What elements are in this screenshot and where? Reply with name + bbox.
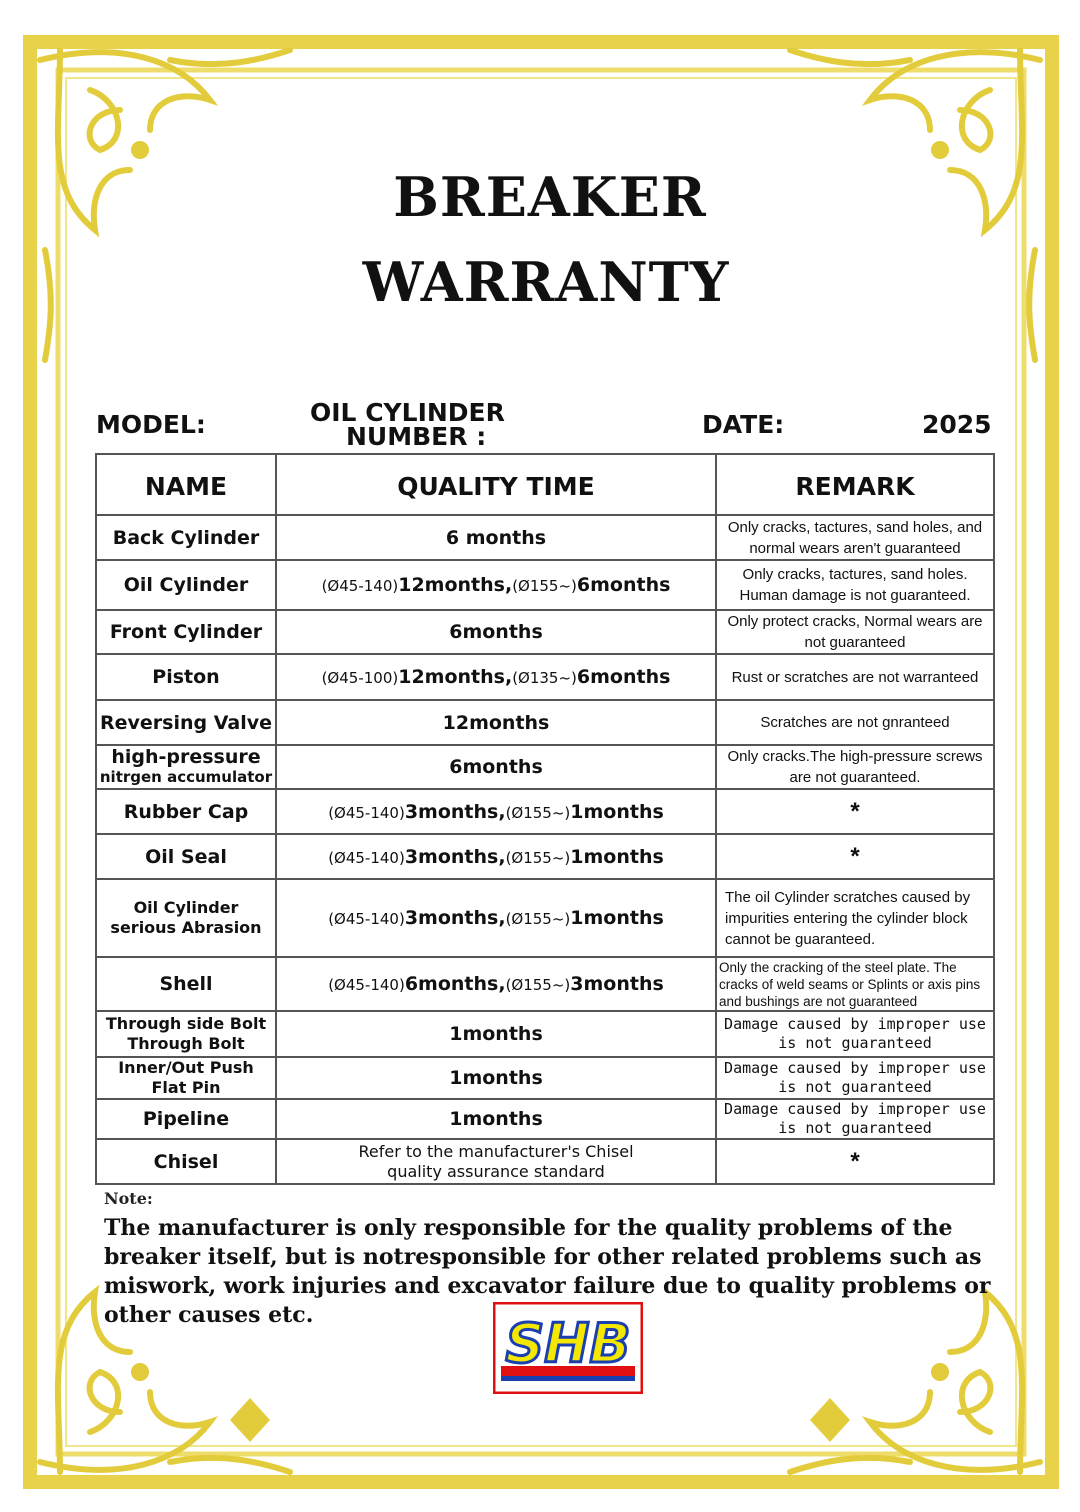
size-range-1: (Ø45-140) — [328, 976, 405, 994]
row-name-line-1: Through side Bolt — [105, 1014, 267, 1033]
row-remark: * — [716, 834, 994, 879]
row-name-line-1: Inner/Out Push — [118, 1058, 254, 1077]
row-name — [96, 1057, 276, 1099]
size-range-2: (Ø155~) — [505, 848, 571, 867]
size-range-2: (Ø155~) — [512, 577, 577, 595]
warranty-table — [95, 453, 995, 1185]
header-name: NAME — [96, 454, 276, 515]
row-quality: 1months — [276, 1011, 716, 1057]
row-remark: * — [716, 1139, 994, 1184]
row-quality: 6months — [276, 745, 716, 789]
period-1: 12months, — [398, 574, 513, 596]
row-remark: Only the cracking of the steel plate. The cracks of weld seams or Splints or axis pins and bushings are not guaranteed — [716, 957, 994, 1011]
oil-cylinder-number-label-2: NUMBER : — [346, 422, 487, 451]
period-2: 1months — [570, 907, 664, 929]
table-row — [96, 745, 994, 789]
note-text: The manufacturer is only responsible for the quality problems of the breaker itself, but is notresponsible for other related problems such as miswork, work injuries and excavator failure due to quality problems or other causes etc. — [104, 1215, 991, 1328]
row-remark: Damage caused by improper use is not guaranteed — [716, 1099, 994, 1139]
period-1: 12months, — [398, 666, 513, 688]
row-name-line-1: high-pressure — [111, 746, 261, 768]
row-quality: 12months — [276, 700, 716, 745]
size-range-1: (Ø45-140) — [328, 910, 405, 928]
row-remark: Damage caused by improper use is not guaranteed — [716, 1011, 994, 1057]
size-range-1: (Ø45-140) — [328, 803, 405, 822]
row-name-line-2: nitrgen accumulator — [99, 768, 273, 786]
row-name: Oil Cylinder — [96, 560, 276, 610]
row-quality — [276, 879, 716, 957]
row-name-line-2: serious Abrasion — [110, 918, 262, 937]
table-row — [96, 1139, 994, 1184]
table-row — [96, 1099, 994, 1139]
table-row — [96, 789, 994, 834]
row-quality: Refer to the manufacturer's Chisel quality assurance standard — [276, 1139, 716, 1184]
table-row — [96, 957, 994, 1011]
table-row — [96, 610, 994, 654]
row-name: Front Cylinder — [96, 610, 276, 654]
row-quality — [276, 789, 716, 834]
row-remark: * — [716, 789, 994, 834]
row-name — [96, 745, 276, 789]
table-row — [96, 560, 994, 610]
period-1: 6months, — [404, 973, 506, 995]
row-quality — [276, 834, 716, 879]
row-name: Shell — [96, 957, 276, 1011]
table-row — [96, 654, 994, 700]
period-2: 1months — [570, 800, 664, 823]
model-label: MODEL: — [96, 410, 206, 439]
shb-logo-text: SHB — [505, 1312, 631, 1375]
period-2: 3months — [570, 973, 664, 995]
title-line-2: WARRANTY — [362, 250, 730, 314]
row-remark: The oil Cylinder scratches caused by impurities entering the cylinder block cannot be guaranteed. — [716, 879, 994, 957]
row-name: Piston — [96, 654, 276, 700]
header-remark: REMARK — [716, 454, 994, 515]
date-label: DATE: — [702, 410, 785, 439]
row-remark: Rust or scratches are not warranteed — [716, 654, 994, 700]
row-quality — [276, 654, 716, 700]
row-quality: 1months — [276, 1099, 716, 1139]
header-quality-time: QUALITY TIME — [276, 454, 716, 515]
size-range-2: (Ø155~) — [505, 910, 571, 928]
size-range-1: (Ø45-100) — [321, 669, 399, 687]
size-range-1: (Ø45-140) — [328, 848, 405, 867]
row-name: Back Cylinder — [96, 515, 276, 560]
period-1: 3months, — [404, 845, 506, 868]
size-range-2: (Ø135~) — [512, 669, 577, 687]
size-range-2: (Ø155~) — [505, 976, 571, 994]
table-row — [96, 1057, 994, 1099]
shb-logo — [493, 1302, 643, 1394]
row-quality: 6 months — [276, 515, 716, 560]
table-row — [96, 879, 994, 957]
oil-cylinder-number-label: OIL CYLINDER — [310, 398, 505, 427]
row-remark: Damage caused by improper use is not guaranteed — [716, 1057, 994, 1099]
row-remark: Only protect cracks, Normal wears are not guaranteed — [716, 610, 994, 654]
row-remark: Only cracks, tactures, sand holes, and normal wears aren't guaranteed — [716, 515, 994, 560]
size-range-1: (Ø45-140) — [321, 577, 399, 595]
table-row — [96, 1011, 994, 1057]
row-name-line-2: Through Bolt — [127, 1034, 245, 1053]
row-name — [96, 1011, 276, 1057]
row-name: Chisel — [96, 1139, 276, 1184]
table-header-row — [96, 454, 994, 515]
date-value: 2025 — [922, 410, 992, 439]
period-1: 3months, — [404, 907, 506, 929]
period-2: 6months — [576, 574, 671, 596]
row-remark: Only cracks, tactures, sand holes. Human damage is not guaranteed. — [716, 560, 994, 610]
row-name: Pipeline — [96, 1099, 276, 1139]
row-quality — [276, 560, 716, 610]
row-name-line-2: Flat Pin — [151, 1078, 221, 1097]
note-label: Note: — [104, 1189, 153, 1208]
period-1: 3months, — [404, 800, 506, 823]
table-row — [96, 834, 994, 879]
table-row — [96, 700, 994, 745]
row-name: Oil Seal — [96, 834, 276, 879]
title-line-1: BREAKER — [393, 165, 707, 229]
row-name: Reversing Valve — [96, 700, 276, 745]
row-name-line-1: Oil Cylinder — [133, 898, 239, 917]
row-quality: 6months — [276, 610, 716, 654]
row-remark: Only cracks.The high-pressure screws are not guaranteed. — [716, 745, 994, 789]
table-row — [96, 515, 994, 560]
row-name — [96, 879, 276, 957]
row-name: Rubber Cap — [96, 789, 276, 834]
row-quality: 1months — [276, 1057, 716, 1099]
period-2: 6months — [576, 666, 671, 688]
period-2: 1months — [570, 845, 664, 868]
row-quality — [276, 957, 716, 1011]
size-range-2: (Ø155~) — [505, 803, 571, 822]
row-remark: Scratches are not gnranteed — [716, 700, 994, 745]
